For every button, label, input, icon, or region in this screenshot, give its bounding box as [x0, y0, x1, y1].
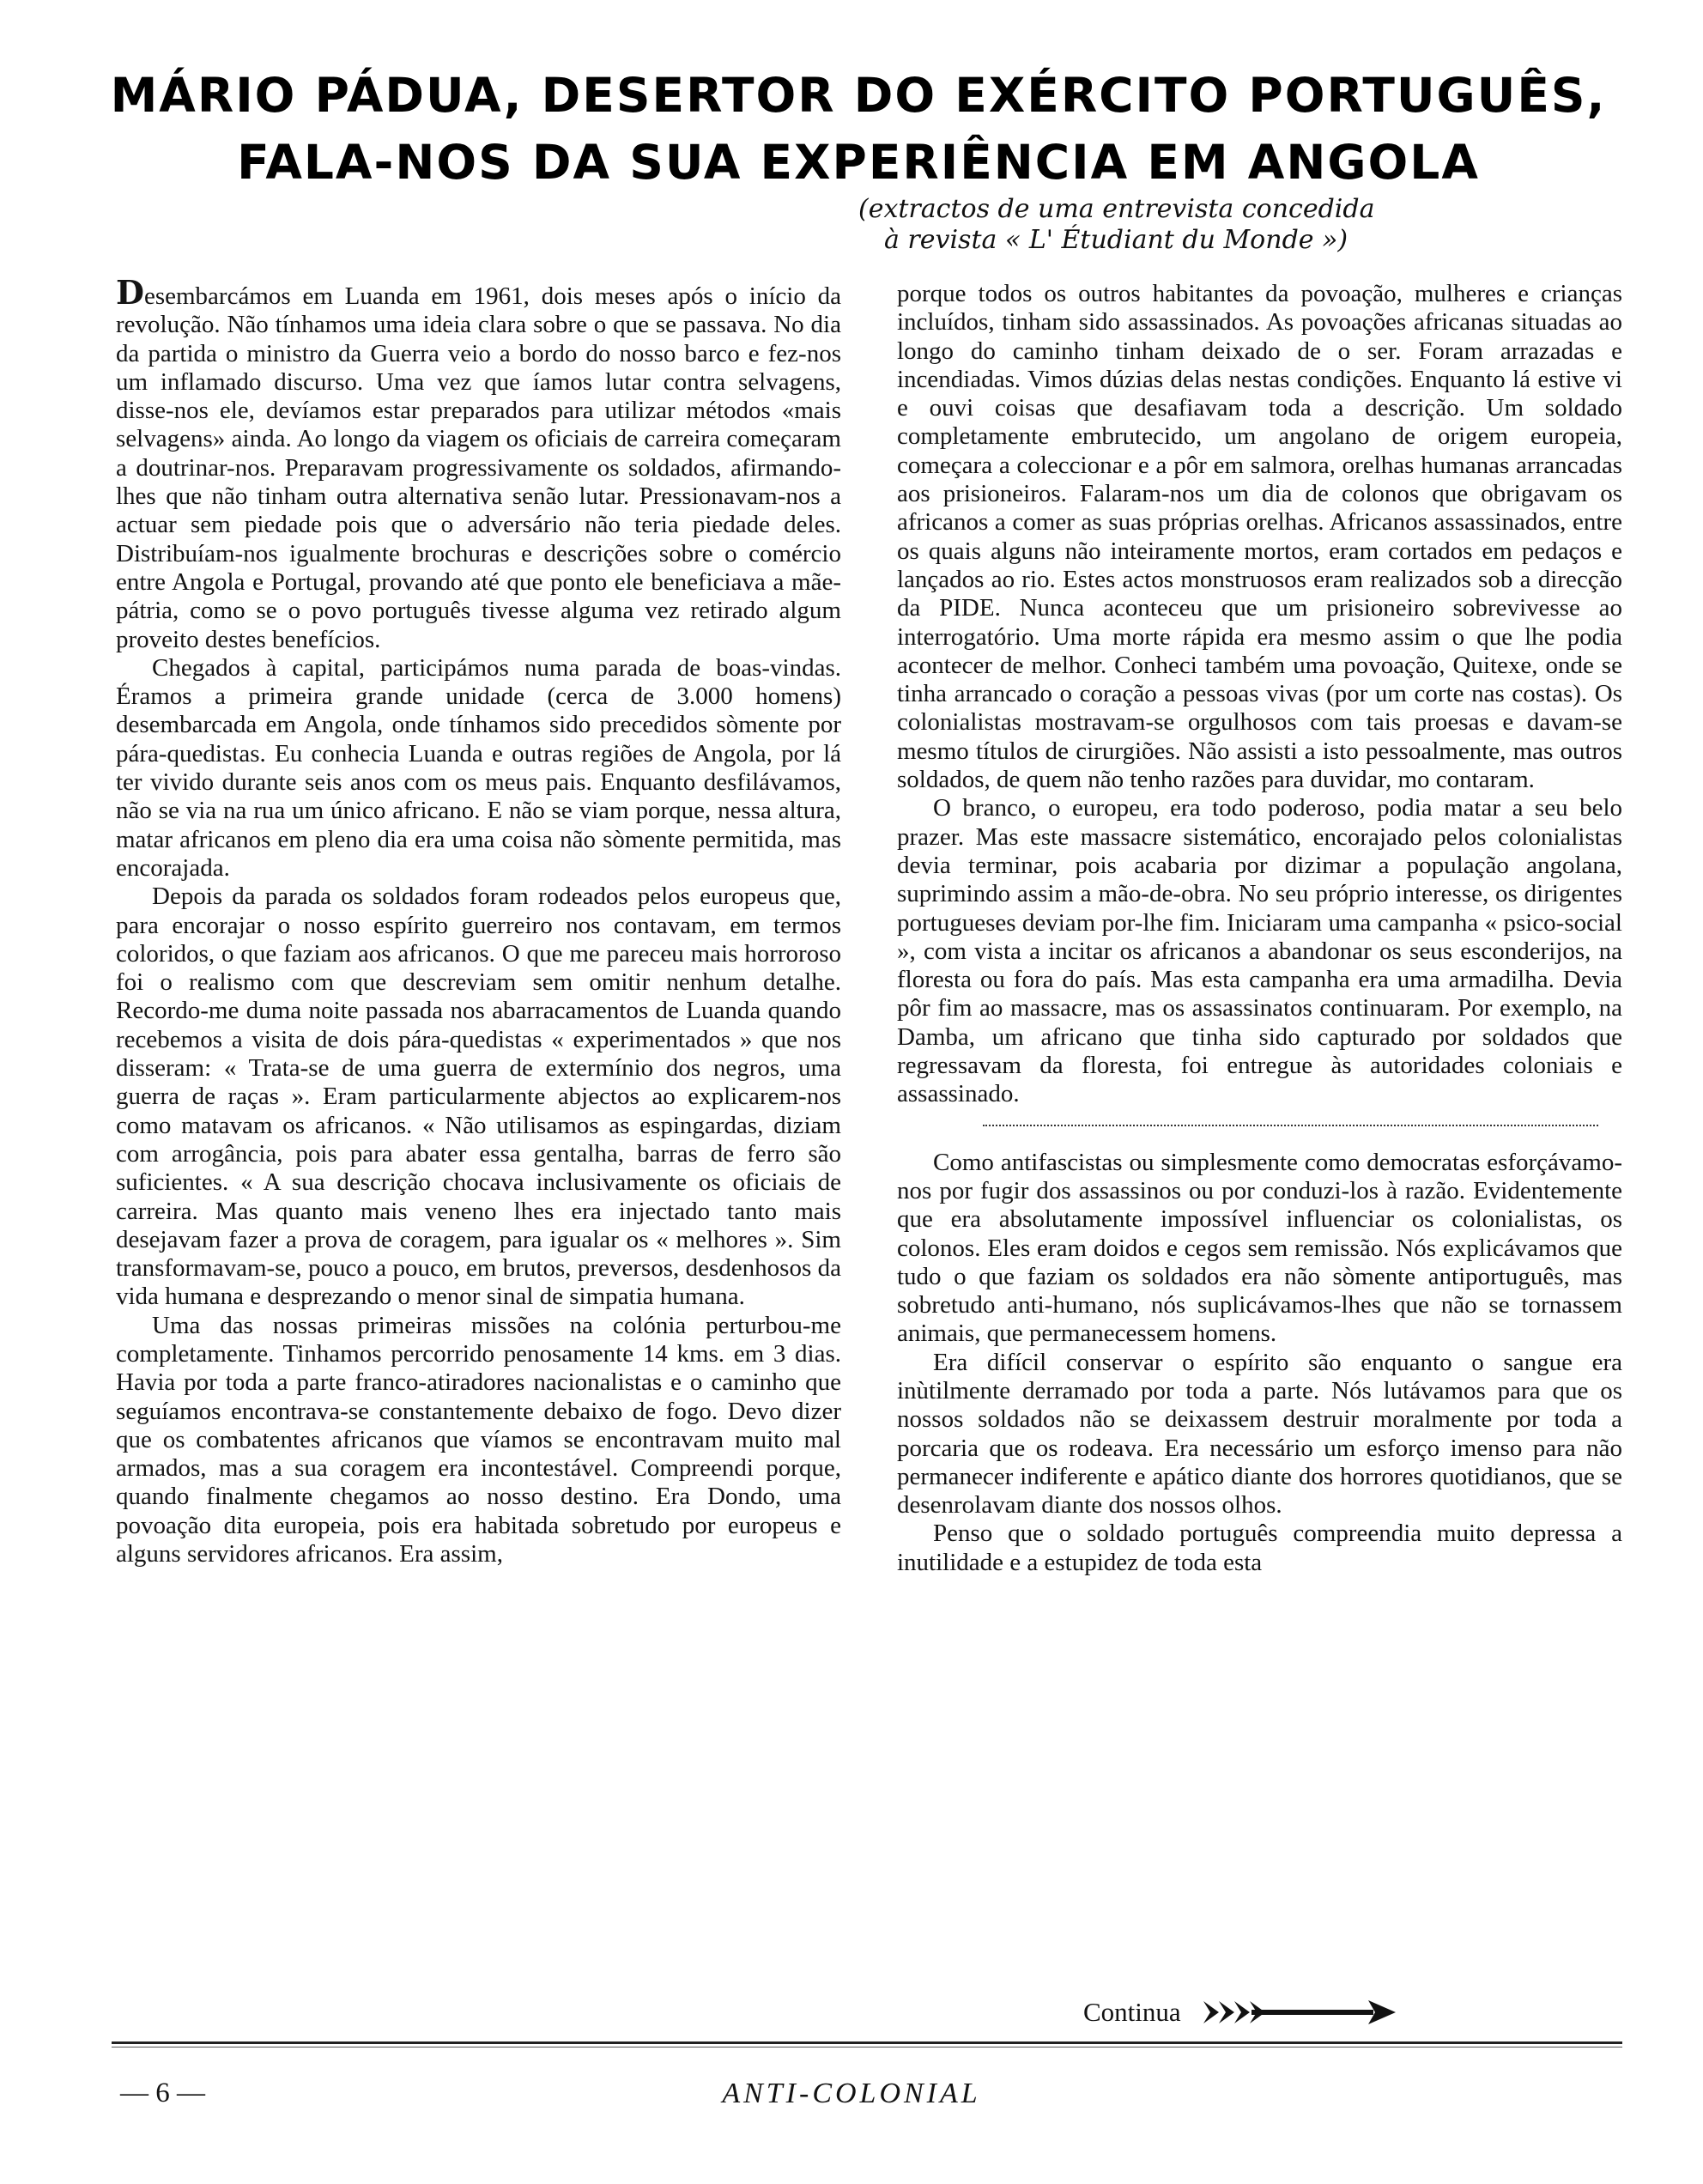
paragraph: Era difícil conservar o espírito são enquanto o sangue era inùtilmente derramado por toda a parte. Nós lutávamos para que os nossos soldados não se deixassem destruir moralmente por toda a porcaria que os rodeava. Era necessário um esforço imenso para não permanecer indiferente e apático diante dos horrores quotidianos, que se desenrolavam diante dos nossos olhos. — [897, 1348, 1622, 1520]
paragraph: Depois da parada os soldados foram rodeados pelos europeus que, para encorajar o nosso espírito guerreiro nos contavam, em termos coloridos, o que faziam aos africanos. O que me pareceu mais horroroso foi o realismo com que descreviam sem omitir nenhum detalhe. Recordo-me duma noite passada nos abarracamentos de Luanda quando recebemos a visita de dois pára-quedistas « experimentados » que nos disseram: « Trata-se de uma guerra de extermínio dos negros, uma guerra de raças ». Eram particularmente abjectos ao explicarem-nos como matavam os africanos. « Não utilisamos as espingardas, diziam com arrogância, pois para abater essa gentalha, barras de ferro são suficientes. « A sua descrição chocava inclusivamente os oficiais de carreira. Mas quanto mais veneno lhes era injectado tanto mais desejavam fazer a prova de coragem, para igualar os « melhores ». Sim transformavam-se, pouco a pouco, em brutos, preversos, desdenhosos da vida humana e desprezando o menor sinal de simpatia humana. — [116, 883, 841, 1311]
left-column — [116, 273, 841, 1568]
subtitle-line-1: (extractos de uma entrevista concedida — [858, 194, 1375, 224]
page-number: — 6 — — [120, 2078, 205, 2108]
paragraph: Uma das nossas primeiras missões na colónia perturbou-me completamente. Tinhamos percorrido penosamente 14 kms. em 3 dias. Havia por toda a parte franco-atiradores nacionalistas e o caminho que seguíamos encontrava-se constantemente debaixo de fogo. Devo dizer que os combatentes africanos que víamos se encontravam muito mal armados, mas a sua coragem era incontestável. Compreendi porque, quando finalmente chegamos ao nosso destino. Era Dondo, uma povoação dita europeia, pois era habitada sobretudo por europeus e alguns servidores africanos. Era assim, — [116, 1311, 841, 1568]
paragraph: Como antifascistas ou simplesmente como democratas esforçávamo-nos por fugir dos assassinos ou por conduzi-los à razão. Evidentemente que era absolutamente impossível influenciar os colonialistas, os colonos. Eles eram doidos e cegos sem remissão. Nós explicávamos que tudo o que faziam os soldados era não sòmente antiportuguês, mas sobretudo anti-humano, nós suplicávamos-lhes que não se tornassem animais, que permanecessem homens. — [897, 1148, 1622, 1348]
paragraph: Chegados à capital, participámos numa parada de boas-vindas. Éramos a primeira grande unidade (cerca de 3.000 homens) desembarcada em Angola, onde tínhamos sido precedidos sòmente por pára-quedistas. Eu conhecia Luanda e outras regiões de Angola, por lá ter vivido durante seis anos com os meus pais. Enquanto desfilávamos, não se via na rua um único africano. E não se viam porque, nessa altura, matar africanos em pleno dia era uma coisa não sòmente permitida, mas encorajada. — [116, 653, 841, 882]
paragraph-text: esembarcámos em Luanda em 1961, dois meses após o início da revolução. Não tínhamos uma ideia clara sobre o que se passava. No dia da partida o ministro da Guerra veio a bordo do nosso barco e fez-nos um inflamado discurso. Uma vez que íamos lutar contra selvagens, disse-nos ele, devíamos estar preparados para utilizar métodos «mais selvagens» ainda. Ao longo da viagem os oficiais de carreira começaram a doutrinar-nos. Preparavam progressivamente os soldados, afirmando-lhes que não tinham outra alternativa senão lutar. Pressionavam-nos a actuar sem piedade pois que o adversário não teria piedade deles. Distribuíam-nos igualmente brochuras e descrições sobre o comércio entre Angola e Portugal, provando até que ponto ele beneficiava a mãe-pátria, como se o povo português tivesse alguma vez retirado algum proveito destes benefícios. — [116, 282, 841, 653]
footer-rule — [112, 2041, 1622, 2044]
paragraph: porque todos os outros habitantes da povoação, mulheres e crianças incluídos, tinham sido assassinados. As povoações africanas situadas ao longo do caminho tinham deixado de o ser. Foram arrazadas e incendiadas. Vimos dúzias delas nestas condições. Enquanto lá estive vi e ouvi coisas que desafiavam toda a descrição. Um soldado completamente embrutecido, um angolano de origem europeia, começara a coleccionar e a pôr em salmora, orelhas humanas arrancadas aos prisioneiros. Falaram-nos um dia de colonos que obrigavam os africanos a comer as suas próprias orelhas. Africanos assassinados, entre os quais alguns não inteiramente mortos, eram cortados em pedaços e lançados ao rio. Estes actos monstruosos eram realizados sob a direcção da PIDE. Nunca aconteceu que um prisioneiro sobrevivesse ao interrogatório. Uma morte rápida era mesmo assim o que lhe podia acontecer de melhor. Conheci também uma povoação, Quitexe, onde se tinha arrancado o coração a pessoas vivas (por um corte nas costas). Os colonialistas mostravam-se orgulhosos com tais proesas e davam-se mesmo títulos de cirurgiões. Não assisti a isto pessoalmente, mas outros soldados, de quem não tenho razões para duvidar, mo contaram. — [897, 280, 1622, 794]
continued-marker — [1083, 1997, 1397, 2028]
continued-label: Continua — [1083, 1997, 1181, 2027]
publication-title: ANTI-COLONIAL — [722, 2078, 981, 2109]
article-headline — [94, 62, 1622, 196]
footer-rule-thin — [112, 2047, 1622, 2048]
subtitle-line-2: à revista « L' Étudiant du Monde ») — [884, 225, 1348, 255]
arrow-right-icon — [1200, 1998, 1397, 2027]
article-subtitle — [850, 194, 1502, 256]
headline-line-1: MÁRIO PÁDUA, DESERTOR DO EXÉRCITO PORTUGUÊS, — [110, 68, 1607, 123]
paragraph: O branco, o europeu, era todo poderoso, podia matar a seu belo prazer. Mas este massacre sistemático, encorajado pelos colonialistas devia terminar, pois acabaria por dizimar a população angolana, suprimindo assim a mão-de-obra. No seu próprio interesse, os dirigentes portugueses deviam por-lhe fim. Iniciaram uma campanha « psico-social », com vista a incitar os africanos a abandonar os seus esconderijos, na floresta ou fora do país. Mas esta campanha era uma armadilha. Devia pôr fim ao massacre, mas os assassinatos continuaram. Por exemplo, na Damba, um africano que tinha sido capturado por soldados que regressavam da floresta, foi entregue às autoridades coloniais e assassinado. — [897, 794, 1622, 1108]
paragraph: Penso que o soldado português compreendia muito depressa a inutilidade e a estupidez de toda esta — [897, 1520, 1622, 1576]
headline-line-2: FALA-NOS DA SUA EXPERIÊNCIA EM ANGOLA — [237, 135, 1480, 190]
right-column — [897, 280, 1622, 1577]
paragraph — [116, 273, 841, 654]
section-divider — [983, 1125, 1598, 1126]
drop-cap: D — [116, 273, 144, 312]
